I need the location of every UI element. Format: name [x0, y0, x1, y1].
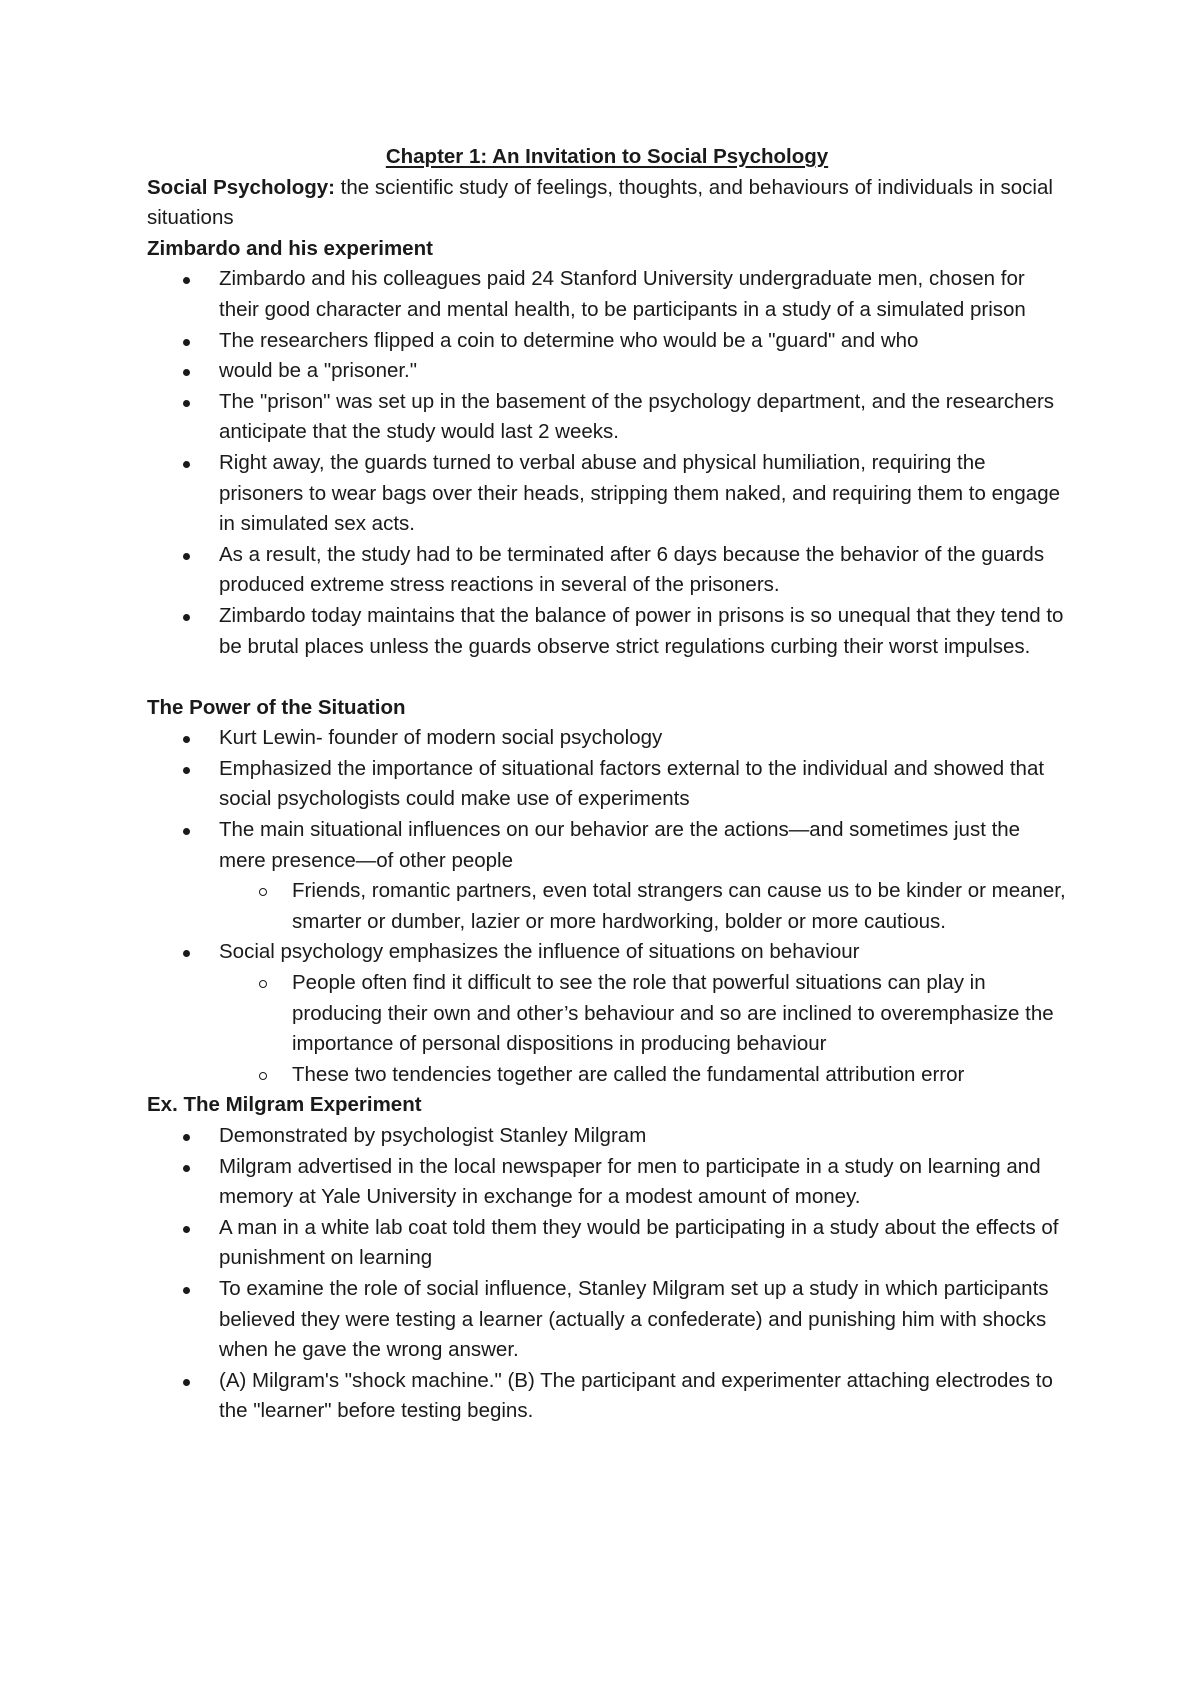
bullet-icon [183, 369, 190, 376]
bullet-icon [183, 950, 190, 957]
list-item: would be a "prisoner." [219, 356, 1067, 387]
list-item: Emphasized the importance of situational factors external to the individual and showed that social psychologists could make use of experiments [219, 754, 1067, 815]
list-item: The "prison" was set up in the basement of the psychology department, and the researchers anticipate that the study would last 2 weeks. [219, 387, 1067, 448]
bullet-icon [183, 1226, 190, 1233]
list-item: A man in a white lab coat told them they would be participating in a study about the effects of punishment on learning [219, 1213, 1067, 1274]
list-item: Social psychology emphasizes the influence of situations on behaviour People often find it difficult to see the role that powerful situations can play in producing their own and other’s behaviour and so are inclined to overemphasize the importance of personal dispositions in producing behaviour These two tendencies together are called the fundamental attribution error [219, 937, 1067, 1090]
bullet-icon [183, 767, 190, 774]
situation-list [147, 723, 1067, 1090]
sub-list-item: Friends, romantic partners, even total strangers can cause us to be kinder or meaner, smarter or dumber, lazier or more hardworking, bolder or more cautious. [292, 876, 1067, 937]
blank-line [147, 662, 1067, 693]
bullet-icon [183, 1134, 190, 1141]
list-item: Kurt Lewin- founder of modern social psychology [219, 723, 1067, 754]
list-item: Right away, the guards turned to verbal abuse and physical humiliation, requiring the prisoners to wear bags over their heads, stripping them naked, and requiring them to engage in simulated sex acts. [219, 448, 1067, 540]
list-item: Zimbardo today maintains that the balance of power in prisons is so unequal that they tend to be brutal places unless the guards observe strict regulations curbing their worst impulses. [219, 601, 1067, 662]
definition-text: the scientific study of feelings, thoughts, and behaviours of individuals in social situations [147, 175, 1053, 230]
zimbardo-list [147, 264, 1067, 662]
bullet-icon [183, 461, 190, 468]
bullet-icon [183, 277, 190, 284]
list-item: Milgram advertised in the local newspaper for men to participate in a study on learning and memory at Yale University in exchange for a modest amount of money. [219, 1152, 1067, 1213]
hollow-bullet-icon [259, 980, 267, 988]
list-item: As a result, the study had to be terminated after 6 days because the behavior of the guards produced extreme stress reactions in several of the prisoners. [219, 540, 1067, 601]
bullet-icon [183, 614, 190, 621]
list-item: The main situational influences on our behavior are the actions—and sometimes just the mere presence—of other people Friends, romantic partners, even total strangers can cause us to be kinder or meaner, smarter or dumber, lazier or more hardworking, bolder or more cautious. [219, 815, 1067, 937]
bullet-icon [183, 1165, 190, 1172]
page-title: Chapter 1: An Invitation to Social Psychology [385, 145, 829, 168]
definition-term: Social Psychology: [147, 175, 335, 199]
list-item: Zimbardo and his colleagues paid 24 Stanford University undergraduate men, chosen for their good character and mental health, to be participants in a study of a simulated prison [219, 264, 1067, 325]
hollow-bullet-icon [259, 1072, 267, 1080]
sub-list [219, 968, 1067, 1090]
bullet-icon [183, 1379, 190, 1386]
milgram-list [147, 1121, 1067, 1427]
bullet-icon [183, 553, 190, 560]
bullet-icon [183, 828, 190, 835]
bullet-icon [183, 736, 190, 743]
sub-list-item: People often find it difficult to see the role that powerful situations can play in producing their own and other’s behaviour and so are inclined to overemphasize the importance of personal dispositions in producing behaviour [292, 968, 1067, 1060]
list-item: To examine the role of social influence, Stanley Milgram set up a study in which participants believed they were testing a learner (actually a confederate) and punishing him with shocks when he gave the wrong answer. [219, 1274, 1067, 1366]
hollow-bullet-icon [259, 888, 267, 896]
bullet-icon [183, 400, 190, 407]
list-item: The researchers flipped a coin to determine who would be a "guard" and who [219, 326, 1067, 357]
sub-list [219, 876, 1067, 937]
list-item: Demonstrated by psychologist Stanley Milgram [219, 1121, 1067, 1152]
sub-list-item: These two tendencies together are called the fundamental attribution error [292, 1060, 1067, 1091]
document-page [147, 142, 1067, 1427]
list-item: (A) Milgram's "shock machine." (B) The participant and experimenter attaching electrodes to the "learner" before testing begins. [219, 1366, 1067, 1427]
definition-paragraph [147, 173, 1067, 234]
section-heading-power-of-situation: The Power of the Situation [147, 695, 406, 719]
bullet-icon [183, 1287, 190, 1294]
section-heading-milgram: Ex. The Milgram Experiment [147, 1093, 422, 1117]
section-heading-zimbardo: Zimbardo and his experiment [147, 236, 433, 260]
bullet-icon [183, 339, 190, 346]
